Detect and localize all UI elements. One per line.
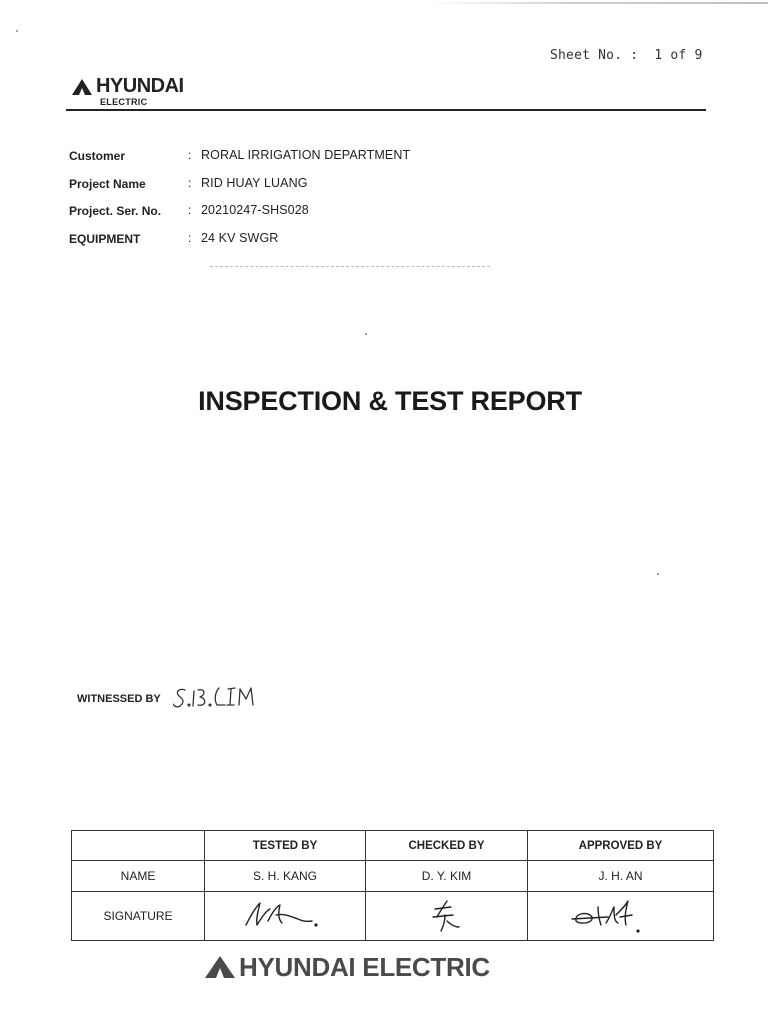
info-label: Project Name [69, 176, 146, 191]
header-checked-by: CHECKED BY [366, 831, 528, 861]
checker-name: D. Y. KIM [366, 861, 528, 892]
info-row-customer: Customer : RORAL IRRIGATION DEPARTMENT [69, 148, 411, 163]
info-value: 24 KV SWGR [201, 230, 279, 245]
signoff-table [71, 830, 714, 941]
witness-handwriting [173, 682, 263, 714]
logo-wordmark: HYUNDAI [96, 75, 184, 97]
handwritten-signature [566, 893, 676, 937]
faint-divider [210, 266, 490, 268]
witness-label: WITNESSED BY [77, 693, 161, 705]
scan-speck [365, 333, 367, 335]
info-value: 20210247-SHS028 [201, 203, 309, 217]
info-row-project-serial: Project. Ser. No. : 20210247-SHS028 [69, 203, 309, 218]
info-row-project-name: Project Name : RID HUAY LUANG [69, 175, 308, 191]
tester-name: S. H. KANG [205, 861, 366, 892]
scan-edge-artifact [430, 2, 768, 4]
approver-name: J. H. AN [528, 861, 714, 892]
info-label: Project. Ser. No. [69, 204, 162, 218]
signoff-name-row [72, 861, 714, 892]
signature-row-label: SIGNATURE [72, 892, 205, 941]
signoff-corner-cell [72, 831, 205, 861]
scan-speck [16, 30, 18, 32]
scan-speck [657, 573, 659, 575]
info-value: RORAL IRRIGATION DEPARTMENT [201, 148, 411, 162]
info-label: Customer [69, 149, 126, 163]
handwritten-signature [417, 895, 477, 935]
info-row-equipment: EQUIPMENT : 24 KV SWGR [69, 230, 279, 246]
project-info-block [69, 146, 569, 256]
header-approved-by: APPROVED BY [528, 831, 714, 861]
name-row-label: NAME [72, 861, 205, 892]
sheet-number: Sheet No. : 1 of 9 [550, 48, 703, 63]
info-value: RID HUAY LUANG [201, 175, 308, 190]
report-title: INSPECTION & TEST REPORT [198, 386, 582, 416]
signoff-signature-row [72, 892, 714, 941]
hyundai-logo-header [72, 76, 222, 110]
logo-subtext: ELECTRIC [100, 97, 148, 107]
info-label: EQUIPMENT [69, 231, 141, 246]
header-tested-by: TESTED BY [205, 831, 366, 861]
approver-signature [528, 892, 714, 941]
footer-wordmark: HYUNDAI ELECTRIC [239, 952, 490, 982]
hyundai-electric-logo-footer [205, 952, 545, 982]
tester-signature [205, 892, 366, 941]
checker-signature [366, 892, 528, 941]
signoff-header-row [72, 831, 714, 861]
handwritten-signature [240, 895, 330, 935]
header-divider [66, 109, 706, 111]
